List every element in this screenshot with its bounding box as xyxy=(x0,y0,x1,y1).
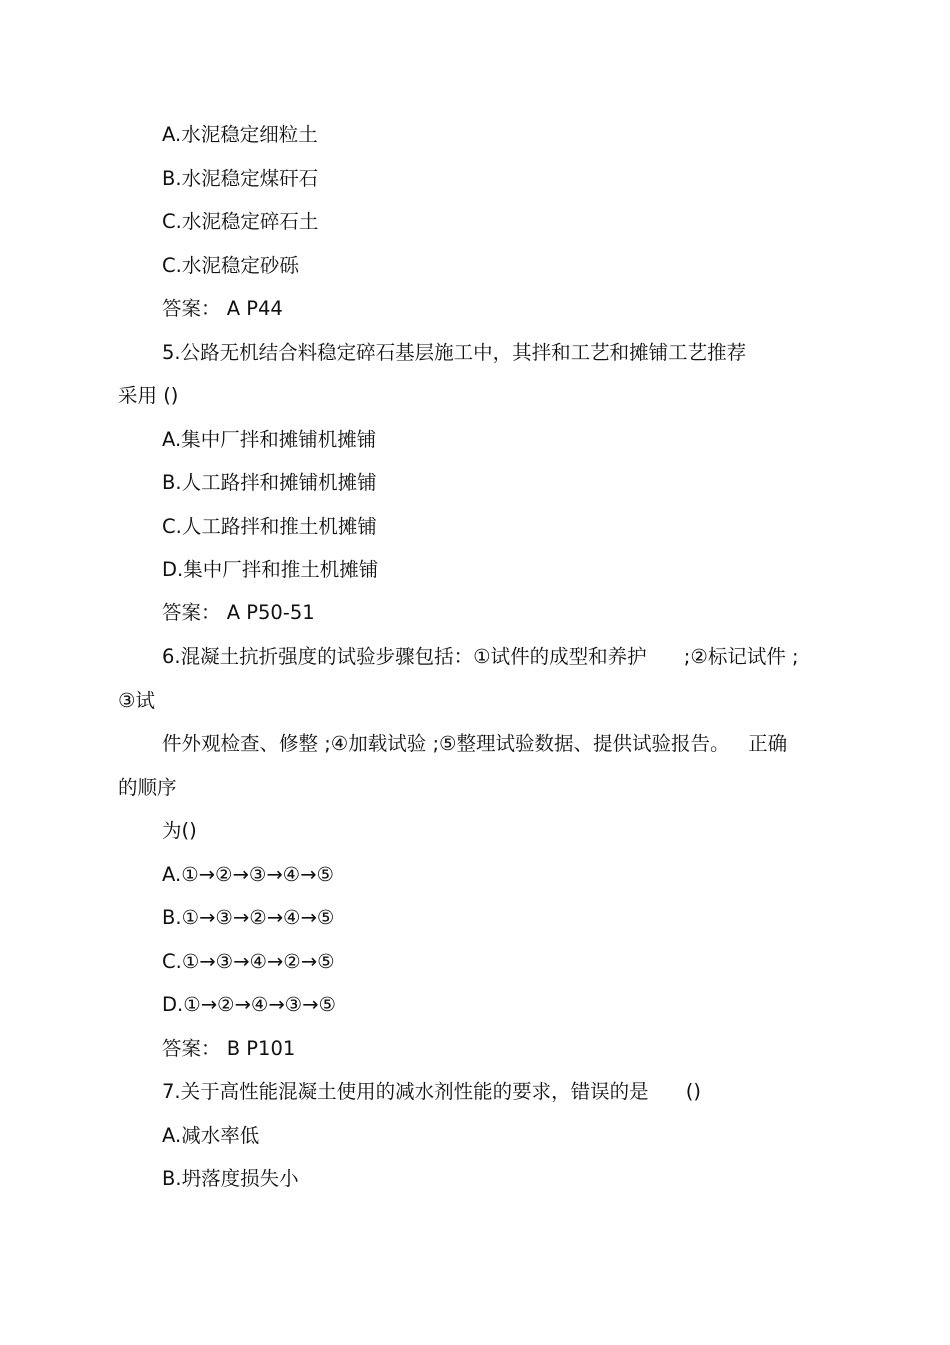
option-a-text: A.水泥稳定细粒土 xyxy=(162,123,318,146)
option-b-text: B.坍落度损失小 xyxy=(162,1167,299,1190)
option-b-text: B.人工路拌和摊铺机摊铺 xyxy=(162,471,377,494)
question-5-text: 5.公路无机结合料稳定碎石基层施工中，其拌和工艺和摊铺工艺推荐 xyxy=(162,341,747,364)
question-6-continuation: 为() xyxy=(162,819,197,842)
question-6-continuation: ③试 xyxy=(118,689,155,712)
option-b-text: B.①→③→②→④→⑤ xyxy=(162,906,335,929)
option-c-text: C.水泥稳定砂砾 xyxy=(162,254,299,277)
option-d-text: D.集中厂拌和推土机摊铺 xyxy=(162,558,379,581)
question-6-continuation: 的顺序 xyxy=(118,776,177,799)
option-a-text: A.减水率低 xyxy=(162,1124,260,1147)
answer-line: 答案： A P50-51 xyxy=(162,601,315,624)
option-a-text: A.①→②→③→④→⑤ xyxy=(162,863,334,886)
option-c-text: C.人工路拌和推土机摊铺 xyxy=(162,515,377,538)
answer-line: 答案： A P44 xyxy=(162,297,283,320)
question-6-continuation: 件外观检查、修整 ;④加载试验 ;⑤整理试验数据、提供试验报告。 正确 xyxy=(162,732,788,755)
option-b-text: B.水泥稳定煤矸石 xyxy=(162,167,319,190)
option-c-text: C.水泥稳定碎石土 xyxy=(162,210,319,233)
answer-line: 答案： B P101 xyxy=(162,1037,296,1060)
question-5-continuation: 采用 () xyxy=(118,384,179,407)
option-c-text: C.①→③→④→②→⑤ xyxy=(162,950,335,973)
option-d-text: D.①→②→④→③→⑤ xyxy=(162,993,336,1016)
option-a-text: A.集中厂拌和摊铺机摊铺 xyxy=(162,428,377,451)
question-7-text: 7.关于高性能混凝土使用的减水剂性能的要求，错误的是 () xyxy=(162,1080,702,1103)
question-6-text: 6.混凝土抗折强度的试验步骤包括：①试件的成型和养护 ;②标记试件 ; xyxy=(162,645,799,668)
